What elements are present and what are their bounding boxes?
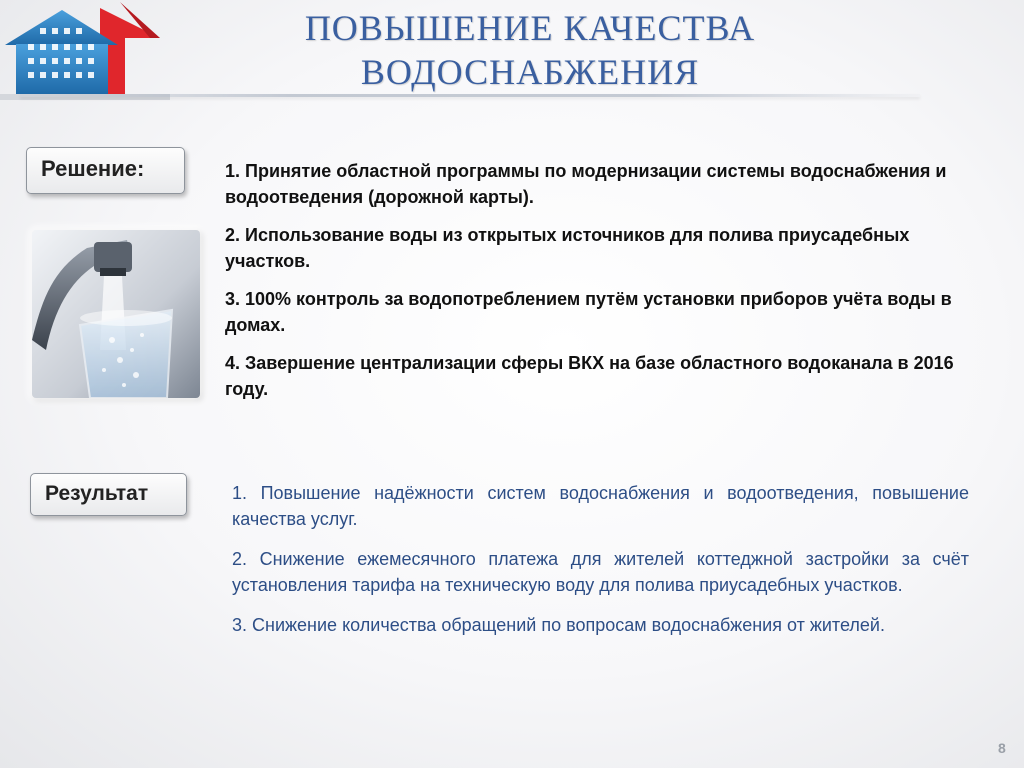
solution-label: Решение: [26,147,185,194]
page-number: 8 [998,740,1006,756]
solution-item-1: 1. Принятие областной программы по модернизации системы водоснабжения и водоотведения (дорожной карты). [225,161,947,207]
solution-item-4: 4. Завершение централизации сферы ВКХ на базе областного водоканала в 2016 году. [225,353,954,399]
title-divider [20,94,920,97]
result-item-3: 3. Снижение количества обращений по вопросам водоснабжения от жителей. [232,615,885,635]
title-line-1: ПОВЫШЕНИЕ КАЧЕСТВА [304,8,756,48]
result-list [232,480,969,652]
logo-house-icon [0,0,170,105]
solution-item-3: 3. 100% контроль за водопотреблением путём установки приборов учёта воды в домах. [225,289,952,335]
slide-title [250,6,810,94]
result-item-1: 1. Повышение надёжности систем водоснабжения и водоотведения, повышение качества услуг. [232,483,969,529]
water-tap-glass-image [32,230,200,398]
result-item-2: 2. Снижение ежемесячного платежа для жителей коттеджной застройки за счёт установления тарифа на техническую воду для полива приусадебных участков. [232,549,969,595]
title-line-2: ВОДОСНАБЖЕНИЯ [360,52,700,92]
solution-item-2: 2. Использование воды из открытых источников для полива приусадебных участков. [225,225,910,271]
result-label: Результат [30,473,187,516]
solution-list [225,158,965,414]
